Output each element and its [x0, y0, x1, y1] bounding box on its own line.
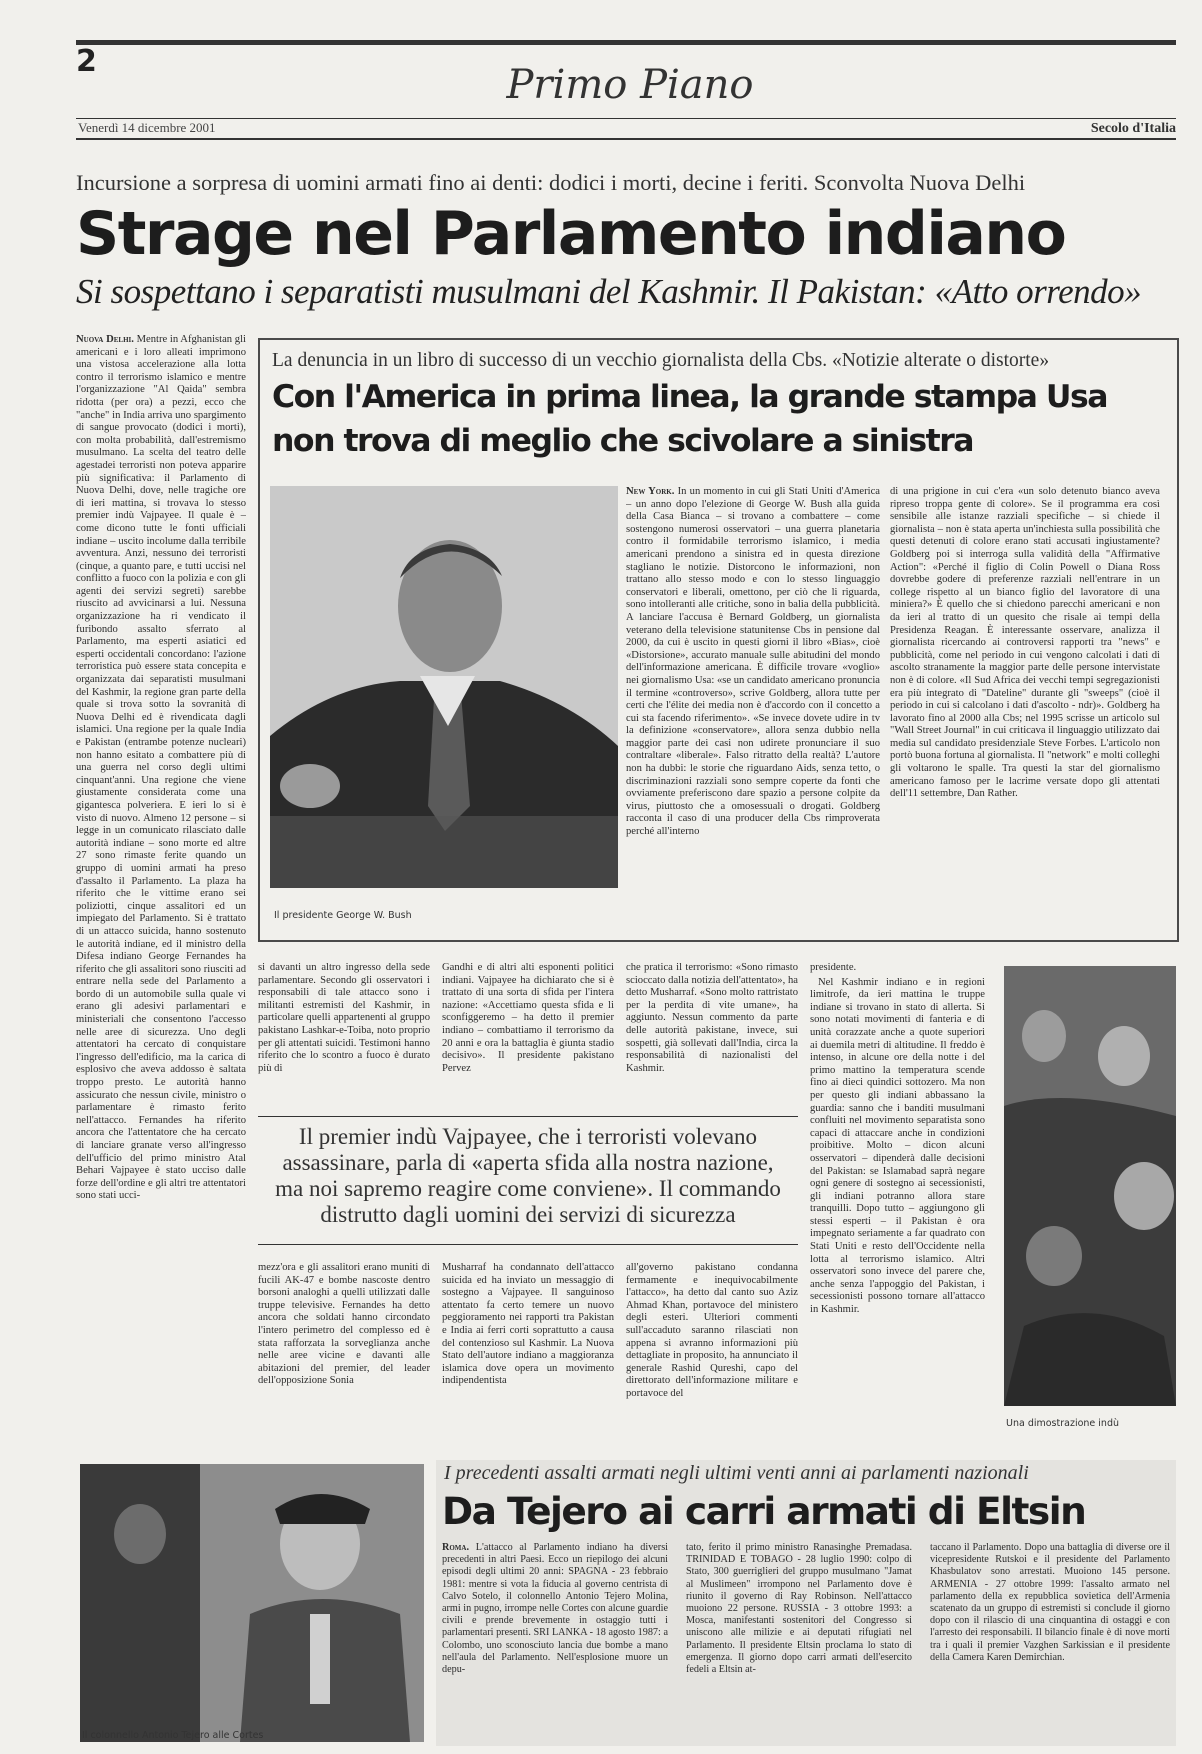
lower-col1: mezz'ora e gli assalitori erano muniti di fucili AK-47 e bombe nascoste dentro borsoni analoghi a quelli utilizzati dalle truppe televisive. Fernandes ha detto ancora che soldati hanno circondato l'intero perimetro del complesso ed è stata rafforzata la sorveglianza anche nelle aree vicine e davanti alle abitazioni del premier, del leader dell'opposizione Sonia: [258, 1262, 430, 1387]
pullquote: Il premier indù Vajpayee, che i terroristi volevano assassinare, parla di «aperta sfida alla nostra nazione, ma noi sapremo reagire come conviene». Il commando distrutto dagli uomini dei servizi di sicurezza: [275, 1124, 781, 1227]
main-kicker: Incursione a sorpresa di uomini armati fino ai denti: dodici i morti, decine i feriti. Sconvolta Nuova Delhi: [76, 170, 1026, 195]
tejero-illustration: [80, 1464, 424, 1742]
boxed-headline-line1: Con l'America in prima linea, la grande stampa Usa: [272, 379, 1107, 415]
lower-col2: Musharraf ha condannato dell'attacco suicida ed ha inviato un messaggio di sostegno a Vajpayee. Il sanguinoso attentato fa certo temere un nuovo peggioramento nei rapporti tra Pakistan e India ai ferri corti soprattutto a causa del contenzioso sul Kashmir. La Nuova Stato dell'autore indiano a maggioranza islamica dove opera un movimento indipendentista: [442, 1262, 614, 1387]
bush-photo: [270, 486, 618, 888]
boxed-col2: [890, 486, 1160, 934]
pullquote-rule-top: [258, 1116, 798, 1117]
demonstration-photo: [1004, 966, 1176, 1406]
pullquote-rule-bottom: [258, 1244, 798, 1245]
bottom-col2: tato, ferito il primo ministro Ranasinghe Premadasa. TRINIDAD E TOBAGO - 28 luglio 1990: colpo di Stato, 300 guerriglieri del gruppo musulmano "Jamat al Muslimeen" irrompono nel Parlamento dove è riunito il governo di Ray Robinson. Nell'attacco muoiono 22 persone. RUSSIA - 3 ottobre 1993: a Mosca, manifestanti sostenitori del Congresso si uniscono alle milizie e ai deputati rifugiati nel Parlamento. Il presidente Eltsin proclama lo stato di emergenza. Il giorno dopo carri armati dell'esercito fedeli a Eltsin at-: [686, 1542, 912, 1676]
cont-col1: si davanti un altro ingresso della sede parlamentare. Secondo gli osservatori i responsabili di tale attacco sono i militanti estremisti del Kashmir, in particolare quelli appartenenti al gruppo pakistano Lashkar-e-Toiba, noto proprio per gli attentati suicidi. Testimoni hanno riferito che lo scontro a fuoco è durato più di: [258, 962, 430, 1074]
boxed-kicker: La denuncia in un libro di successo di un vecchio giornalista della Cbs. «Notizie alterate o distorte»: [272, 350, 1050, 371]
main-headline: Strage nel Parlamento indiano: [76, 199, 1066, 269]
page-number: 2: [76, 44, 97, 79]
top-rule: [76, 40, 1176, 45]
masthead-rule: [76, 118, 1176, 119]
cont-col4-prev: presidente.: [810, 962, 857, 973]
lead-column: [76, 334, 246, 1480]
tejero-photo-caption: Il colonnello Antonio Tejero alle Cortes: [82, 1730, 264, 1741]
bottom-col3: taccano il Parlamento. Dopo una battaglia di diverse ore il vicepresidente Rutskoi e il presidente del Parlamento Khasbulatov sono arrestati. Muoiono 145 persone. ARMENIA - 27 ottobre 1999: l'assalto armato nel parlamento della ex repubblica sovietica dell'Armenia scatenato da un gruppo di estremisti si conclude il giorno dopo con il rilascio di una cinquantina di ostaggi e con l'arresto dei responsabili. Il bilancio finale è di nove morti tra i quali il premier Vazghen Sarkissian e il presidente della Camera Karen Demirchian.: [930, 1542, 1170, 1663]
bottom-headline: Da Tejero ai carri armati di Eltsin: [442, 1489, 1086, 1533]
cont-col2: Gandhi e di altri alti esponenti politici indiani. Vajpayee ha dichiarato che si è trattato di una sorta di sfida per l'intera nazione: «Accettiamo questa sfida e li sconfiggeremo – ha detto il premier indiano – combattiamo il terrorismo da 20 anni e ora la battaglia è giunta stadio decisivo». Il presidente pakistano Pervez: [442, 962, 614, 1074]
bottom-col1: [442, 1542, 668, 1742]
demonstration-photo-caption: Una dimostrazione indù: [1006, 1418, 1119, 1429]
bush-portrait-illustration: [270, 486, 618, 888]
cont-col3: che pratica il terrorismo: «Sono rimasto scioccato dalla notizia dell'attentato», ha detto Musharraf. «Sono molto rattristato per la perdita di vite umane», ha aggiunto. Nessun commento da parte delle autorità pakistane, invece, sui sospetti, già sollevati dall'India, circa la responsabilità di nazionalisti del Kashmir.: [626, 962, 798, 1074]
cont-col4-text: Nel Kashmir indiano e in regioni limitrofe, da ieri mattina le truppe indiane si trovano in stato di allerta. Si sono notati movimenti di fanteria e di unità corazzate anche a quote superiori ai duemila metri di altitudine. Il freddo è intenso, in alcune ore della notte i del primo mattino la temperatura scende fino ai dieci quindici sottozero. Ma non per questo gli indiani abbassano la guardia: sanno che i banditi musulmani confluiti nel movimento separatista sono capaci di attaccare anche in condizioni proibitive. Molto – dicon alcuni osservatori – dipenderà dalle decisioni del Pakistan: se Islamabad saprà negare ogni genere di sostegno ai secessionisti, gli indiani potranno allora stare tranquilli. Dopo tutto – aggiungono gli stessi esperti – il Pakistan è ora impegnato seriamente a far quadrato con Stati Uniti e resto dell'Occidente nella lotta al terrorismo islamico. Altri osservatori sono invece del parere che, anche senza l'appoggio del Pakistan, i secessionisti possono tornare all'attacco in Kashmir.: [810, 976, 985, 1316]
bush-photo-caption: Il presidente George W. Bush: [274, 910, 412, 921]
boxed-col1-text: In un momento in cui gli Stati Uniti d'America – un anno dopo l'elezione di George W. Bush alla guida della Casa Bianca – si trovano a combattere – come sostengono numerosi osservatori – una guerra planetaria contro il formidabile terrorismo islamico, i media americani prendono a sinistra ed in questa direzione stagliano le notizie. Distorcono le informazioni, non trattano allo stesso modo e con lo stesso linguaggio conservatori e liberali, omettono, per ciò che li riguarda, sono intolleranti alle critiche, sono in balia della pubblicità. A lanciare l'accusa è Bernard Goldberg, un giornalista veterano della televisione statunitense Cbs in pensione dal 2000, da cui è uscito in questi giorni il libro «Bias», cioè «Distorsione», accurato manuale sulle abitudini del mondo dell'informazione americana. È difficile trovare «voglio» nei giornalismo Usa: «se un candidato americano pronuncia il termine «controverso», scrive Goldberg, allora tutte per certi che l'élite dei media non è d'accordo con il concetto a cui sta facendo riferimento». «Se invece dovete udire in tv la definizione «conservatore», allora senza dubbio nella maggior parte dei casi non udirete pronunciare il suo contraltare «liberale». Falso ritratto della realtà? L'autore non ha dubbi: le storie che riguardano Aids, senza tetto, o discriminazioni razziali sono sempre coperte da fonti che ovviamente preferiscono dare spazio a persone colpite da virus, piuttosto che a omosessuali o drogati. Goldberg racconta il caso di una producer della Cbs rimproverata perché all'interno: [626, 486, 880, 838]
masthead-rule-bottom: [76, 138, 1176, 140]
crowd-illustration: [1004, 966, 1176, 1406]
boxed-dateline: New York.: [626, 486, 675, 497]
section-title: Primo Piano: [506, 62, 754, 108]
date-line: Venerdì 14 dicembre 2001: [78, 120, 216, 135]
cont-col4: [810, 962, 985, 1428]
boxed-col2-text: di una prigione in cui c'era «un solo detenuto bianco aveva ripreso troppa gente di colore». Se il programma era così sensibile alle istanze razziali specifiche – si chiede il giornalista – non è stata aperta un'inchiesta sulla possibilità che questi detenuti di colore erano stati accusati ingiustamente? Goldberg poi si interroga sulla validità della "Affirmative Action": «Perché il figlio di Colin Powell o Diana Ross dovrebbe godere di preferenze razziali nell'entrare in un college rispetto al un bianco figlio del lavoratore di una miniera?» È quello che si chiedono parecchi americani e non da ieri al tratto di un quesito che risale ai tempi della Presidenza Reagan. È interessante osservare, analizza il giornalista ricercando ai controversi rapporti tra "news" e pubblicità, come nel periodo in cui vengono calcolati i dati di ascolto stranamente la maggior parte delle persone intervistate non è di colore. «Il Sud Africa dei vecchi tempi segregazionisti era più integrato di "Dateline" durante gli "sweeps" (cioè il periodo in cui si calcolano i dati d'ascolto - ndr)». Goldberg ha lavorato fino al 2000 alla Cbs; nel 1995 scrisse un articolo sul "Wall Street Journal" in cui criticava il linguaggio utilizzato dai media sul candidato presidenziale Steve Forbes. L'articolo non portò buona fortuna al giornalista. Il "network" e molti colleghi gli voltarono le spalle. Tra questi la star del giornalismo americano famoso per le lacrime versate dopo gli attentati dell'11 settembre, Dan Rather.: [890, 486, 1160, 800]
lower-col3: all'governo pakistano condanna fermamente e inequivocabilmente l'attacco», ha detto dal canto suo Aziz Ahmad Khan, portavoce del ministero degli esteri. Ulteriori commenti sull'accaduto saranno rilasciati non appena si avranno informazioni più dettagliate in proposito, ha annunciato il generale Rashid Qureshi, capo del direttorato dell'informazione militare e portavoce del: [626, 1262, 798, 1399]
bottom-col1-text: L'attacco al Parlamento indiano ha diversi precedenti in altri Paesi. Ecco un riepilogo dei alcuni episodi degli ultimi 20 anni: SPAGNA - 23 febbraio 1981: mentre si vota la fiducia al governo centrista di Calvo Sotelo, il colonnello Antonio Tejero Molina, armi in pugno, irrompe nelle Cortes con alcune guardie civili e prende brevemente in ostaggio tutti i parlamentari presenti. SRI LANKA - 18 agosto 1987: a Colombo, uno sconosciuto lancia due bombe a mano nell'aula del Parlamento. Nell'esplosione muore un depu-: [442, 1542, 668, 1676]
bottom-kicker: I precedenti assalti armati negli ultimi venti anni ai parlamenti nazionali: [444, 1462, 1029, 1484]
lead-text: Mentre in Afghanistan gli americani e i loro alleati imprimono una vistosa accelerazione alla lotta contro il terrorismo islamico e mentre l'organizzazione "Al Qaida" sembra ridotta (per ora) a pezzi, ecco che "anche" in India arriva uno spargimento di sangue provocato (dodici i morti), con molta probabilità, dall'estremismo musulmano. La scelta del teatro delle agestadei terroristi non poteva apparire più significativa: il Parlamento di Nuova Delhi, dove, nelle tragiche ore di ieri mattina, si trovava lo stesso premier indù Vajpayee. Il quale è – come dicono tutte le fonti ufficiali indiane – uscito incolume dalla terribile avventura. Anzi, nessuno dei terroristi (cinque, a quanto pare, e tutti uccisi nel conflitto a fuoco con la polizia e con gli agenti dei servizi segreti) sarebbe riuscito ad avvicinarsi a lui. Nessuna organizzazione ha ri vendicato il furibondo assalto sferrato al Parlamento, ma esperti asiatici ed esperti occidentali concordano: l'azione terroristica può essere stata concepita e organizzata dai separatisti musulmani del Kashmir, la regione gran parte della quale si trova sotto la sovranità di Nuova Delhi ed è rivendicata dagli islamici. Una regione per la quale India e Pakistan (entrambe potenze nucleari) non hanno esitato a combattere più di una guerra nel corso degli ultimi cinquant'anni. Una regione che viene giustamente considerata come una gigantesca polveriera. E ieri lo si è visto di nuovo. Almeno 12 persone – si legge in un comunicato rilasciato dalle autorità indiane – sono morte ed altre 27 sono rimaste ferite quando un gruppo di uomini armati ha preso d'assalto il Parlamento. La plaza ha riferito che le vittime erano sei poliziotti, cinque assalitori ed un impiegato del Parlamento. Si è trattato di un attacco suicida, hanno sostenuto le autorità indiane, ed il ministro della Difesa indiano George Fernandes ha riferito che gli assalitori sono riusciti ad entrare nella sede del Parlamento a bordo di un automobile sulla quale vi erano gli adesivi parlamentari e ministeriali che consentono l'accesso nelle aree di sicurezza. Uno degli attentatori ha cercato di conquistare l'ingresso dell'edificio, ma la carica di esplosivo che aveva addosso è saltata troppo presto. Le autorità hanno assicurato che nessun civile, ministro o parlamentare è rimasto ferito nell'attacco. Fernandes ha riferito ancora che l'attentatore che ha cercato di lanciare granate verso all'ingresso dell'ufficio del primo ministro Atal Behari Vajpayee è stato ucciso dalle forze dell'ordine e gli altri tre attentatori sono stati ucci-: [76, 334, 246, 1202]
main-subheadline: Si sospettano i separatisti musulmani del Kashmir. Il Pakistan: «Atto orrendo»: [76, 272, 1142, 311]
boxed-col1: [626, 486, 880, 934]
newspaper-name: Secolo d'Italia: [1090, 121, 1176, 136]
boxed-headline-line2: non trova di meglio che scivolare a sinistra: [272, 423, 974, 459]
bottom-dateline: Roma.: [442, 1542, 470, 1553]
boxed-story: [258, 338, 1179, 942]
main-dateline: Nuova Delhi.: [76, 334, 134, 345]
tejero-photo: [80, 1464, 424, 1742]
